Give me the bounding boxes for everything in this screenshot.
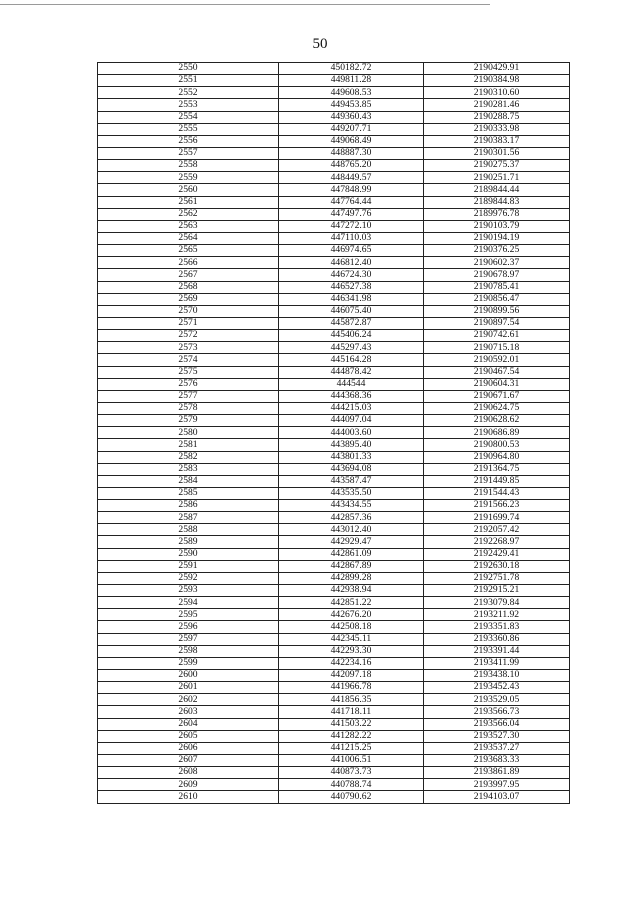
x-coordinate-cell: 444097.04 [279, 415, 424, 427]
point-number-cell: 2608 [98, 767, 279, 779]
y-coordinate-cell: 2191699.74 [424, 512, 570, 524]
table-row [98, 342, 570, 354]
table-row [98, 232, 570, 244]
x-coordinate-cell: 450182.72 [279, 63, 424, 75]
y-coordinate-cell: 2190742.61 [424, 330, 570, 342]
y-coordinate-cell: 2190602.37 [424, 257, 570, 269]
y-coordinate-cell: 2192057.42 [424, 524, 570, 536]
table-row [98, 87, 570, 99]
table-row [98, 524, 570, 536]
y-coordinate-cell: 2193997.95 [424, 779, 570, 791]
x-coordinate-cell: 444544 [279, 378, 424, 390]
point-number-cell: 2590 [98, 548, 279, 560]
point-number-cell: 2609 [98, 779, 279, 791]
x-coordinate-cell: 443801.33 [279, 451, 424, 463]
x-coordinate-cell: 446341.98 [279, 293, 424, 305]
point-number-cell: 2565 [98, 245, 279, 257]
table-row [98, 670, 570, 682]
table-row [98, 317, 570, 329]
x-coordinate-cell: 449207.71 [279, 123, 424, 135]
point-number-cell: 2578 [98, 402, 279, 414]
x-coordinate-cell: 443434.55 [279, 500, 424, 512]
x-coordinate-cell: 449360.43 [279, 111, 424, 123]
y-coordinate-cell: 2192630.18 [424, 560, 570, 572]
y-coordinate-cell: 2190194.19 [424, 232, 570, 244]
point-number-cell: 2599 [98, 657, 279, 669]
point-number-cell: 2600 [98, 670, 279, 682]
y-coordinate-cell: 2190715.18 [424, 342, 570, 354]
point-number-cell: 2582 [98, 451, 279, 463]
x-coordinate-cell: 441006.51 [279, 755, 424, 767]
point-number-cell: 2603 [98, 706, 279, 718]
point-number-cell: 2561 [98, 196, 279, 208]
y-coordinate-cell: 2193683.33 [424, 755, 570, 767]
x-coordinate-cell: 442938.94 [279, 585, 424, 597]
table-row [98, 269, 570, 281]
point-number-cell: 2552 [98, 87, 279, 99]
x-coordinate-cell: 444003.60 [279, 427, 424, 439]
table-row [98, 123, 570, 135]
point-number-cell: 2583 [98, 463, 279, 475]
x-coordinate-cell: 442867.89 [279, 560, 424, 572]
point-number-cell: 2577 [98, 390, 279, 402]
y-coordinate-cell: 2190785.41 [424, 281, 570, 293]
y-coordinate-cell: 2190301.56 [424, 147, 570, 159]
point-number-cell: 2551 [98, 75, 279, 87]
table-row [98, 657, 570, 669]
x-coordinate-cell: 442676.20 [279, 609, 424, 621]
y-coordinate-cell: 2191449.85 [424, 475, 570, 487]
y-coordinate-cell: 2192915.21 [424, 585, 570, 597]
table-row [98, 512, 570, 524]
point-number-cell: 2598 [98, 645, 279, 657]
table-row [98, 742, 570, 754]
y-coordinate-cell: 2193861.89 [424, 767, 570, 779]
y-coordinate-cell: 2194103.07 [424, 791, 570, 803]
point-number-cell: 2610 [98, 791, 279, 803]
x-coordinate-cell: 445406.24 [279, 330, 424, 342]
table-row [98, 463, 570, 475]
point-number-cell: 2596 [98, 621, 279, 633]
point-number-cell: 2556 [98, 135, 279, 147]
table-row [98, 779, 570, 791]
y-coordinate-cell: 2190288.75 [424, 111, 570, 123]
table-row [98, 706, 570, 718]
point-number-cell: 2592 [98, 572, 279, 584]
y-coordinate-cell: 2190275.37 [424, 160, 570, 172]
point-number-cell: 2571 [98, 317, 279, 329]
x-coordinate-cell: 448887.30 [279, 147, 424, 159]
table-row [98, 184, 570, 196]
point-number-cell: 2594 [98, 597, 279, 609]
point-number-cell: 2555 [98, 123, 279, 135]
table-row [98, 560, 570, 572]
x-coordinate-cell: 443012.40 [279, 524, 424, 536]
table-row [98, 451, 570, 463]
x-coordinate-cell: 447497.76 [279, 208, 424, 220]
x-coordinate-cell: 447110.03 [279, 232, 424, 244]
point-number-cell: 2601 [98, 682, 279, 694]
y-coordinate-cell: 2189844.44 [424, 184, 570, 196]
x-coordinate-cell: 443587.47 [279, 475, 424, 487]
y-coordinate-cell: 2189844.83 [424, 196, 570, 208]
y-coordinate-cell: 2193566.04 [424, 718, 570, 730]
x-coordinate-cell: 447848.99 [279, 184, 424, 196]
x-coordinate-cell: 443535.50 [279, 487, 424, 499]
y-coordinate-cell: 2190592.01 [424, 354, 570, 366]
table-row [98, 75, 570, 87]
point-number-cell: 2554 [98, 111, 279, 123]
point-number-cell: 2572 [98, 330, 279, 342]
x-coordinate-cell: 442861.09 [279, 548, 424, 560]
table-row [98, 220, 570, 232]
x-coordinate-cell: 449068.49 [279, 135, 424, 147]
x-coordinate-cell: 449811.28 [279, 75, 424, 87]
x-coordinate-cell: 443895.40 [279, 439, 424, 451]
y-coordinate-cell: 2193351.83 [424, 621, 570, 633]
point-number-cell: 2575 [98, 366, 279, 378]
y-coordinate-cell: 2190281.46 [424, 99, 570, 111]
point-number-cell: 2584 [98, 475, 279, 487]
point-number-cell: 2558 [98, 160, 279, 172]
y-coordinate-cell: 2190671.67 [424, 390, 570, 402]
table-row [98, 718, 570, 730]
y-coordinate-cell: 2193438.10 [424, 670, 570, 682]
x-coordinate-cell: 442508.18 [279, 621, 424, 633]
table-row [98, 475, 570, 487]
table-row [98, 767, 570, 779]
y-coordinate-cell: 2190384.98 [424, 75, 570, 87]
table-row [98, 354, 570, 366]
table-row [98, 536, 570, 548]
point-number-cell: 2550 [98, 63, 279, 75]
coordinates-table [97, 62, 570, 804]
y-coordinate-cell: 2190383.17 [424, 135, 570, 147]
table-row [98, 257, 570, 269]
x-coordinate-cell: 441503.22 [279, 718, 424, 730]
y-coordinate-cell: 2190429.91 [424, 63, 570, 75]
x-coordinate-cell: 442899.28 [279, 572, 424, 584]
y-coordinate-cell: 2193566.73 [424, 706, 570, 718]
x-coordinate-cell: 445872.87 [279, 317, 424, 329]
y-coordinate-cell: 2190467.54 [424, 366, 570, 378]
table-row [98, 439, 570, 451]
y-coordinate-cell: 2193411.99 [424, 657, 570, 669]
point-number-cell: 2568 [98, 281, 279, 293]
point-number-cell: 2579 [98, 415, 279, 427]
y-coordinate-cell: 2190103.79 [424, 220, 570, 232]
table-row [98, 548, 570, 560]
table-row [98, 609, 570, 621]
x-coordinate-cell: 442929.47 [279, 536, 424, 548]
point-number-cell: 2557 [98, 147, 279, 159]
table-row [98, 330, 570, 342]
page-number: 50 [312, 36, 328, 52]
x-coordinate-cell: 447272.10 [279, 220, 424, 232]
x-coordinate-cell: 441718.11 [279, 706, 424, 718]
table-row [98, 755, 570, 767]
x-coordinate-cell: 446075.40 [279, 305, 424, 317]
table-row [98, 415, 570, 427]
point-number-cell: 2586 [98, 500, 279, 512]
top-rule [0, 4, 490, 5]
point-number-cell: 2605 [98, 730, 279, 742]
y-coordinate-cell: 2193529.05 [424, 694, 570, 706]
y-coordinate-cell: 2192751.78 [424, 572, 570, 584]
point-number-cell: 2606 [98, 742, 279, 754]
table-row [98, 487, 570, 499]
table-row [98, 621, 570, 633]
x-coordinate-cell: 444878.42 [279, 366, 424, 378]
table-row [98, 402, 570, 414]
y-coordinate-cell: 2193452.43 [424, 682, 570, 694]
table-row [98, 160, 570, 172]
point-number-cell: 2570 [98, 305, 279, 317]
point-number-cell: 2602 [98, 694, 279, 706]
y-coordinate-cell: 2193360.86 [424, 633, 570, 645]
x-coordinate-cell: 442857.36 [279, 512, 424, 524]
point-number-cell: 2574 [98, 354, 279, 366]
x-coordinate-cell: 442234.16 [279, 657, 424, 669]
table-row [98, 172, 570, 184]
table-row [98, 305, 570, 317]
x-coordinate-cell: 448449.57 [279, 172, 424, 184]
point-number-cell: 2560 [98, 184, 279, 196]
point-number-cell: 2567 [98, 269, 279, 281]
y-coordinate-cell: 2191544.43 [424, 487, 570, 499]
x-coordinate-cell: 444215.03 [279, 402, 424, 414]
table-row [98, 633, 570, 645]
x-coordinate-cell: 443694.08 [279, 463, 424, 475]
y-coordinate-cell: 2190899.56 [424, 305, 570, 317]
table-row [98, 730, 570, 742]
x-coordinate-cell: 442851.22 [279, 597, 424, 609]
point-number-cell: 2563 [98, 220, 279, 232]
point-number-cell: 2566 [98, 257, 279, 269]
y-coordinate-cell: 2190800.53 [424, 439, 570, 451]
y-coordinate-cell: 2190310.60 [424, 87, 570, 99]
y-coordinate-cell: 2190624.75 [424, 402, 570, 414]
x-coordinate-cell: 446812.40 [279, 257, 424, 269]
table-row [98, 208, 570, 220]
point-number-cell: 2591 [98, 560, 279, 572]
table-row [98, 366, 570, 378]
table-row [98, 147, 570, 159]
x-coordinate-cell: 440790.62 [279, 791, 424, 803]
y-coordinate-cell: 2190628.62 [424, 415, 570, 427]
table-row [98, 245, 570, 257]
x-coordinate-cell: 447764.44 [279, 196, 424, 208]
table-row [98, 500, 570, 512]
table-row [98, 111, 570, 123]
point-number-cell: 2580 [98, 427, 279, 439]
y-coordinate-cell: 2190856.47 [424, 293, 570, 305]
x-coordinate-cell: 446724.30 [279, 269, 424, 281]
x-coordinate-cell: 442293.30 [279, 645, 424, 657]
y-coordinate-cell: 2190251.71 [424, 172, 570, 184]
y-coordinate-cell: 2193527.30 [424, 730, 570, 742]
x-coordinate-cell: 440873.73 [279, 767, 424, 779]
x-coordinate-cell: 440788.74 [279, 779, 424, 791]
x-coordinate-cell: 441282.22 [279, 730, 424, 742]
y-coordinate-cell: 2190678.97 [424, 269, 570, 281]
point-number-cell: 2587 [98, 512, 279, 524]
y-coordinate-cell: 2193537.27 [424, 742, 570, 754]
table-row [98, 682, 570, 694]
y-coordinate-cell: 2191566.23 [424, 500, 570, 512]
table-row [98, 378, 570, 390]
y-coordinate-cell: 2192429.41 [424, 548, 570, 560]
table-row [98, 427, 570, 439]
table-row [98, 135, 570, 147]
x-coordinate-cell: 444368.36 [279, 390, 424, 402]
x-coordinate-cell: 442097.18 [279, 670, 424, 682]
point-number-cell: 2569 [98, 293, 279, 305]
y-coordinate-cell: 2190686.89 [424, 427, 570, 439]
point-number-cell: 2562 [98, 208, 279, 220]
table-row [98, 572, 570, 584]
point-number-cell: 2593 [98, 585, 279, 597]
point-number-cell: 2573 [98, 342, 279, 354]
y-coordinate-cell: 2193211.92 [424, 609, 570, 621]
x-coordinate-cell: 449608.53 [279, 87, 424, 99]
point-number-cell: 2589 [98, 536, 279, 548]
point-number-cell: 2597 [98, 633, 279, 645]
y-coordinate-cell: 2192268.97 [424, 536, 570, 548]
table-row [98, 63, 570, 75]
y-coordinate-cell: 2191364.75 [424, 463, 570, 475]
y-coordinate-cell: 2193391.44 [424, 645, 570, 657]
point-number-cell: 2559 [98, 172, 279, 184]
y-coordinate-cell: 2190376.25 [424, 245, 570, 257]
x-coordinate-cell: 442345.11 [279, 633, 424, 645]
point-number-cell: 2588 [98, 524, 279, 536]
point-number-cell: 2553 [98, 99, 279, 111]
x-coordinate-cell: 449453.85 [279, 99, 424, 111]
table-row [98, 196, 570, 208]
y-coordinate-cell: 2190333.98 [424, 123, 570, 135]
table-row [98, 281, 570, 293]
table-row [98, 293, 570, 305]
point-number-cell: 2595 [98, 609, 279, 621]
y-coordinate-cell: 2190897.54 [424, 317, 570, 329]
x-coordinate-cell: 445297.43 [279, 342, 424, 354]
x-coordinate-cell: 445164.28 [279, 354, 424, 366]
table-row [98, 390, 570, 402]
x-coordinate-cell: 441966.78 [279, 682, 424, 694]
table-row [98, 645, 570, 657]
point-number-cell: 2585 [98, 487, 279, 499]
y-coordinate-cell: 2190964.80 [424, 451, 570, 463]
table-row [98, 585, 570, 597]
y-coordinate-cell: 2193079.84 [424, 597, 570, 609]
point-number-cell: 2604 [98, 718, 279, 730]
y-coordinate-cell: 2189976.78 [424, 208, 570, 220]
table-row [98, 791, 570, 803]
table-row [98, 99, 570, 111]
table-row [98, 597, 570, 609]
point-number-cell: 2576 [98, 378, 279, 390]
x-coordinate-cell: 448765.20 [279, 160, 424, 172]
coordinates-table-body [98, 63, 570, 804]
point-number-cell: 2607 [98, 755, 279, 767]
point-number-cell: 2564 [98, 232, 279, 244]
y-coordinate-cell: 2190604.31 [424, 378, 570, 390]
x-coordinate-cell: 446974.65 [279, 245, 424, 257]
x-coordinate-cell: 441215.25 [279, 742, 424, 754]
table-row [98, 694, 570, 706]
x-coordinate-cell: 446527.38 [279, 281, 424, 293]
point-number-cell: 2581 [98, 439, 279, 451]
x-coordinate-cell: 441856.35 [279, 694, 424, 706]
